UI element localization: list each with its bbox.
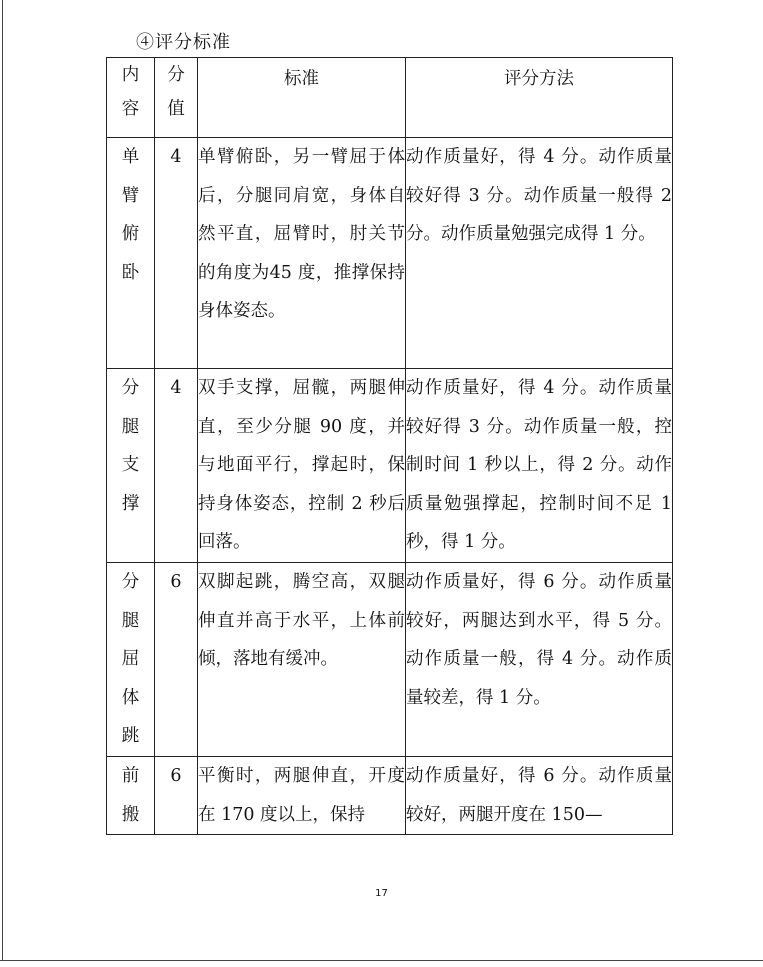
vertical-char: 分 xyxy=(167,65,185,85)
vertical-char: 臂 xyxy=(121,185,140,206)
vertical-char: 腿 xyxy=(121,610,140,631)
row-standard-cell: 单臂俯卧，另一臂屈于体后，分腿同肩宽，身体自然平直，屈臂时，肘关节的角度为45 度，推撑保持身体姿态。 xyxy=(198,138,406,369)
row-content-cell xyxy=(107,369,155,563)
page-bottom-border xyxy=(0,960,763,961)
vertical-char: 分 xyxy=(121,378,140,398)
row-score-cell: 6 xyxy=(155,757,198,835)
header-score xyxy=(155,58,198,138)
table-row xyxy=(107,757,673,835)
vertical-char: 体 xyxy=(121,687,140,708)
row-content-cell xyxy=(107,563,155,757)
section-title: ④评分标准 xyxy=(136,32,231,53)
row-content-cell xyxy=(107,138,155,369)
page-left-border xyxy=(2,0,3,960)
row-method-cell: 动作质量好，得 6 分。动作质量较好，两腿开度在 150— xyxy=(406,757,673,835)
row-content-cell xyxy=(107,757,155,835)
row-method-cell: 动作质量好，得 4 分。动作质量较好得 3 分。动作质量一般得 2 分。动作质量勉强完成得 1 分。 xyxy=(406,138,673,369)
table-header-row xyxy=(107,58,673,138)
vertical-char: 单 xyxy=(121,147,140,167)
row-standard-cell: 平衡时，两腿伸直，开度在 170 度以上，保持 xyxy=(198,757,406,835)
vertical-char: 搬 xyxy=(121,804,140,825)
page-number: 17 xyxy=(375,888,388,899)
header-standard: 标准 xyxy=(198,58,406,138)
vertical-char: 内 xyxy=(121,65,140,85)
row-standard-cell: 双脚起跳，腾空高，双腿伸直并高于水平，上体前倾，落地有缓冲。 xyxy=(198,563,406,757)
table-row xyxy=(107,563,673,757)
vertical-char: 卧 xyxy=(121,262,140,283)
header-method: 评分方法 xyxy=(406,58,673,138)
vertical-char: 容 xyxy=(121,99,140,119)
row-method-cell: 动作质量好，得 6 分。动作质量较好，两腿达到水平，得 5 分。动作质量一般，得 4 分。动作质量较差，得 1 分。 xyxy=(406,563,673,757)
vertical-char: 俯 xyxy=(121,224,140,244)
vertical-char: 支 xyxy=(121,455,140,475)
vertical-char: 跳 xyxy=(121,726,140,746)
scoring-table xyxy=(106,57,673,835)
row-standard-cell: 双手支撑，屈髋，两腿伸直，至少分腿 90 度，并与地面平行，撑起时，保持身体姿态，控制 2 秒后回落。 xyxy=(198,369,406,563)
vertical-char: 值 xyxy=(167,99,185,119)
table-row xyxy=(107,369,673,563)
vertical-char: 撑 xyxy=(121,493,140,514)
row-method-cell: 动作质量好，得 4 分。动作质量较好得 3 分。动作质量一般，控制时间 1 秒以上，得 2 分。动作质量勉强撑起，控制时间不足 1 秒，得 1 分。 xyxy=(406,369,673,563)
row-score-cell: 6 xyxy=(155,563,198,757)
vertical-char: 分 xyxy=(121,572,140,592)
row-score-cell: 4 xyxy=(155,138,198,369)
vertical-char: 屈 xyxy=(121,649,140,669)
table-row xyxy=(107,138,673,369)
header-content xyxy=(107,58,155,138)
vertical-char: 腿 xyxy=(121,416,140,437)
row-score-cell: 4 xyxy=(155,369,198,563)
vertical-char: 前 xyxy=(121,766,140,786)
